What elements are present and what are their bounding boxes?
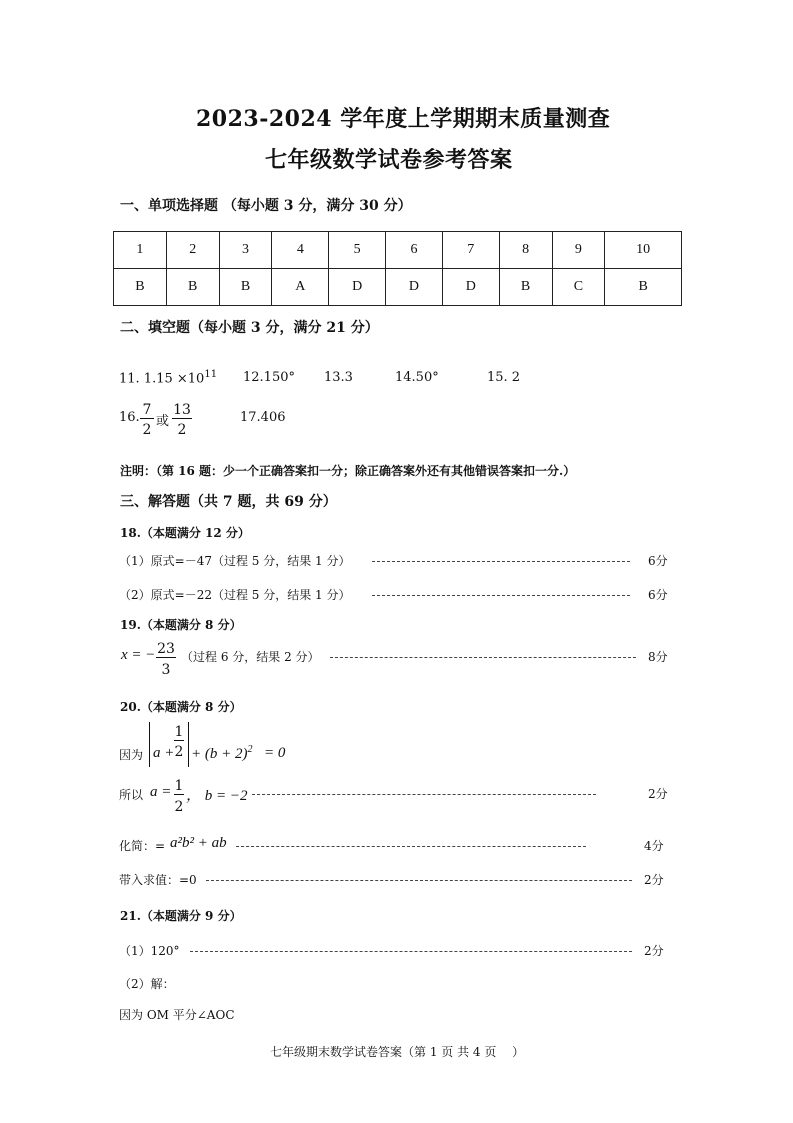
mc-number: 5 [329,232,386,269]
q20-equals-zero: = 0 [264,745,286,761]
q12-answer: 12.150° [243,370,295,385]
q19-den: 3 [161,662,171,678]
abs-bar-right [188,722,189,767]
mc-number: 7 [442,232,499,269]
q21-part1: （1）120° [119,944,180,958]
mc-answer: B [605,269,682,306]
q13-answer: 13.3 [324,370,353,385]
q21-part2: （2）解： [119,977,175,991]
mc-number: 10 [605,232,682,269]
section2-heading: 二、填空题（每小题 3 分，满分 21 分） [120,320,379,336]
q18-heading: 18.（本题满分 12 分） [120,526,250,540]
dashed-leader [372,595,630,596]
q20-so-score: 2分 [648,787,668,801]
q16-f2-num: 13 [173,402,191,418]
mc-number: 1 [114,232,167,269]
q11-label: 11. 1.15 ×10 [119,371,205,387]
q11-answer [119,369,217,386]
q19-note: （过程 6 分，结果 2 分） [181,650,320,664]
note: 注明：（第 16 题：少一个正确答案扣一分；除正确答案外还有其他错误答案扣一分.） [120,464,576,478]
q18-part2-score: 6分 [648,588,668,602]
dashed-leader [190,951,632,952]
q20-rest-exp: 2 [247,744,253,755]
q20-rest: + (b + 2) [191,746,248,762]
abs-bar-left [149,722,150,767]
page-footer: 七年级期末数学试卷答案（第 1 页 共 4 页 ） [270,1045,525,1059]
mc-answer: C [552,269,605,306]
q20-because: 因为 [119,748,144,762]
q21-heading: 21.（本题满分 9 分） [120,909,242,923]
q16-f2-den: 2 [177,422,187,438]
q18-part1-score: 6分 [648,554,668,568]
dashed-leader [330,657,636,658]
dashed-leader [236,846,586,847]
mc-answer-row [114,269,682,306]
mc-number: 3 [219,232,272,269]
mc-answer: D [329,269,386,306]
dashed-leader [206,880,632,881]
mc-answer: B [114,269,167,306]
q20-simplify-score: 4分 [644,839,664,853]
q19-num: 23 [157,641,175,657]
q20-b-eq: ， b = −2 [186,788,248,804]
q20-substitute-score: 2分 [644,873,664,887]
section3-heading: 三、解答题（共 7 题，共 69 分） [120,494,337,510]
dashed-leader [372,561,630,562]
q16-fraction1 [140,402,154,438]
mc-answer: D [386,269,443,306]
q20-a-num: 1 [174,778,184,794]
q20-heading: 20.（本题满分 8 分） [120,700,242,714]
mc-answer: D [442,269,499,306]
q20-abs-den: 2 [174,744,184,760]
q20-so: 所以 [119,788,144,802]
q19-heading: 19.（本题满分 8 分） [120,618,242,632]
dashed-leader [252,794,596,795]
mc-answer: A [272,269,329,306]
q19-lhs: x = − [121,647,156,663]
section1-heading: 一、单项选择题 （每小题 3 分，满分 30 分） [120,198,412,214]
q20-a-fraction [174,778,184,815]
mc-answer: B [166,269,219,306]
q20-simplify-expr: a²b² + ab [170,835,227,851]
q16-label: 16. [119,410,140,425]
q20-substitute: 带入求值：=0 [119,873,197,887]
title-line1: 2023-2024 学年度上学期期末质量测查 [196,106,611,132]
mc-number: 9 [552,232,605,269]
q20-abs-a: a + [153,745,175,761]
q14-answer: 14.50° [395,370,439,385]
q11-exponent: 11 [204,369,218,380]
q17-answer: 17.406 [240,410,286,425]
mc-number: 6 [386,232,443,269]
q16-or: 或 [156,414,170,429]
q16-f1-num: 7 [140,402,154,419]
q16-f1-den: 2 [142,422,152,438]
q16-fraction2 [172,402,192,438]
q20-simplify-label: 化简：= [119,839,166,853]
q18-part1: （1）原式=－47（过程 5 分，结果 1 分） [119,554,351,568]
mc-number-row [114,232,682,269]
q21-because: 因为 OM 平分∠AOC [119,1008,235,1022]
q15-answer: 15. 2 [487,370,521,385]
q20-abs-fraction [174,724,184,760]
mc-number: 2 [166,232,219,269]
q20-abs-num: 1 [174,724,184,740]
q20-square-term [191,744,252,763]
q19-score: 8分 [648,650,668,664]
q21-part1-score: 2分 [644,944,664,958]
mc-answer-table [113,231,682,306]
mc-answer: B [499,269,552,306]
q18-part2: （2）原式=－22（过程 5 分，结果 1 分） [119,588,351,602]
q20-a-eq: a = [150,784,172,800]
q20-a-den: 2 [174,799,184,815]
q19-fraction [156,641,176,678]
title-line2: 七年级数学试卷参考答案 [265,147,513,173]
mc-number: 8 [499,232,552,269]
mc-answer: B [219,269,272,306]
mc-number: 4 [272,232,329,269]
